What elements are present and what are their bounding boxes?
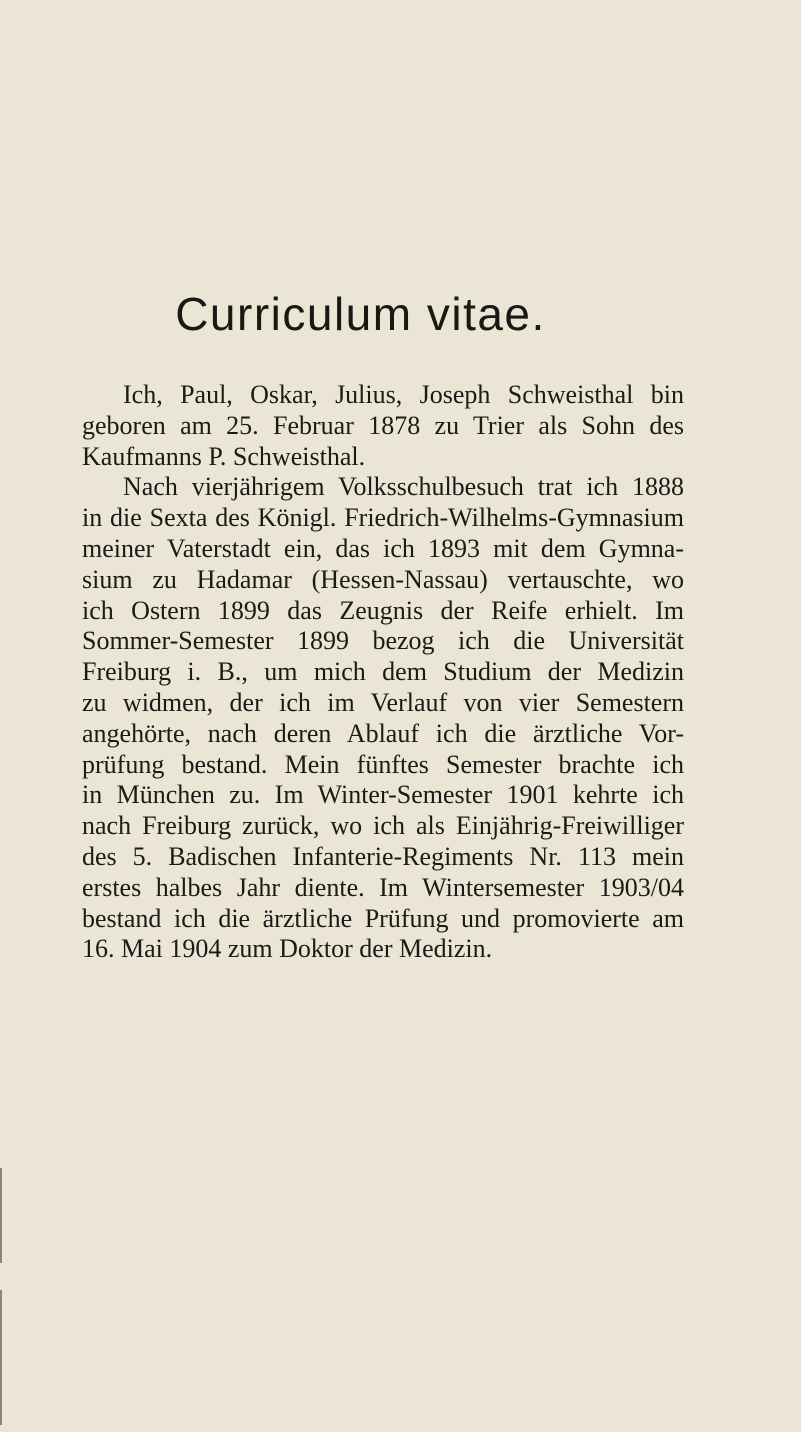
text-line: ich Ostern 1899 das Zeugnis der Reife erhielt. Im (82, 595, 684, 625)
text-line: Ich, Paul, Oskar, Julius, Joseph Schweisthal bin (123, 380, 684, 409)
text-line: 16. Mai 1904 zum Doktor der Medizin. (82, 934, 493, 964)
text-line: Sommer-Semester 1899 bezog ich die Universität (82, 626, 684, 656)
text-line: angehörte, nach deren Ablauf ich die ärztliche Vor- (82, 718, 684, 748)
text-line: meiner Vaterstadt ein, das ich 1893 mit dem Gymna- (82, 533, 684, 563)
text-line: in München zu. Im Winter-Semester 1901 kehrte ich (82, 780, 684, 810)
text-line: geboren am 25. Februar 1878 zu Trier als Sohn des (82, 410, 684, 440)
text-line: prüfung bestand. Mein fünftes Semester brachte ich (82, 749, 684, 779)
text-line: Freiburg i. B., um mich dem Studium der Medizin (82, 657, 684, 687)
scan-edge-mark (0, 1290, 2, 1425)
text-line: bestand ich die ärztliche Prüfung und promovierte am (82, 903, 684, 933)
text-line: Kaufmanns P. Schweisthal. (82, 441, 366, 471)
text-line: nach Freiburg zurück, wo ich als Einjährig-Freiwilliger (82, 811, 684, 841)
text-line: zu widmen, der ich im Verlauf von vier Semestern (82, 687, 684, 717)
text-line: sium zu Hadamar (Hessen-Nassau) vertauschte, wo (82, 564, 684, 594)
cv-body (82, 380, 684, 965)
text-line: erstes halbes Jahr diente. Im Wintersemester 1903/04 (82, 872, 684, 902)
scan-edge-mark (0, 1168, 2, 1263)
page-title: Curriculum vitae. (175, 288, 546, 340)
text-line: in die Sexta des Königl. Friedrich-Wilhelms-Gymnasium (82, 503, 684, 533)
text-line: Nach vierjährigem Volksschulbesuch trat ich 1888 (123, 472, 684, 502)
text-line: des 5. Badischen Infanterie-Regiments Nr. 113 mein (82, 841, 684, 871)
